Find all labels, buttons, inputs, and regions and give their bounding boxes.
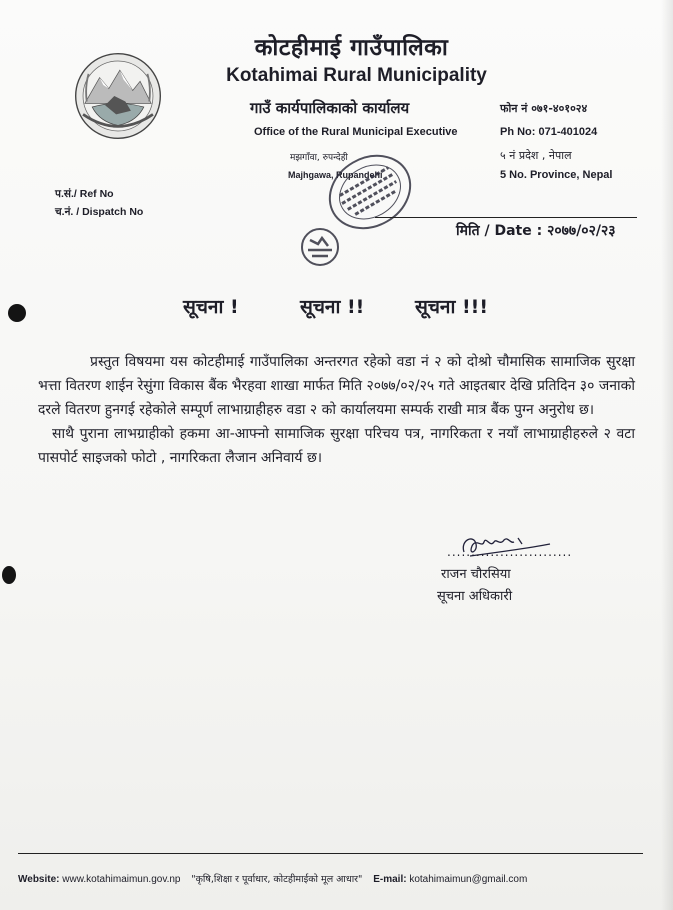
- signatory-title: सूचना अधिकारी: [437, 589, 513, 604]
- punch-hole: [2, 566, 16, 584]
- notice-body: [38, 350, 635, 470]
- notice-paragraph: साथै पुराना लाभग्राहीको हकमा आ-आफ्नो सामाजिक सुरक्षा परिचय पत्र, नागरिकता र नयाँ लाभाग्राहीहरुले २ वटा पासपोर्ट साइजको फोटो , नागरिकता लैजान अनिवार्य छ।: [38, 426, 635, 466]
- date-divider-line: [375, 217, 637, 218]
- phone-nepali: फोन नं ०७१-४०१०२४: [500, 102, 588, 115]
- notice-paragraph: प्रस्तुत विषयमा यस कोटहीमाई गाउँपालिका अन्तरगत रहेको वडा नं २ को दोश्रो चौमासिक सामाजिक सुरक्षा भत्ता वितरण शाईन रेसुंगा विकास बैंक भैरहवा शाखा मार्फत मिति २०७७/०२/२५ गते आइतबार देखि प्रतिदिन ३० जनाको दरले वितरण हुनगई रहेकोले सम्पूर्ण लाभाग्राहीहरु वडा २ को कार्यालयमा सम्पर्क राखी मात्र बैंक पुग्न अनुरोध छ।: [38, 354, 635, 418]
- signature-dotted-line: ..........................: [447, 545, 573, 559]
- email-label: E-mail:: [373, 874, 407, 885]
- footer-divider-line: [18, 853, 643, 854]
- website-label: Website:: [18, 874, 60, 885]
- municipality-name-english: Kotahimai Rural Municipality: [226, 65, 487, 86]
- address-english: Majhgawa, Rupandehi: [288, 170, 383, 180]
- municipality-name-nepali: कोटहीमाई गाउँपालिका: [254, 35, 449, 61]
- letter-date: मिति / Date : २०७७/०२/२३: [456, 223, 616, 239]
- address-nepali: मझगाँवा, रुपन्देही: [290, 153, 348, 163]
- footer: [18, 872, 658, 885]
- notice-heading-1: सूचना !: [183, 296, 239, 318]
- province-nepali: ५ नं प्रदेश , नेपाल: [500, 149, 572, 162]
- website-link[interactable]: www.kotahimaimun.gov.np: [62, 874, 181, 885]
- office-stamp: [290, 132, 420, 282]
- reference-number-label: प.सं./ Ref No: [55, 188, 114, 200]
- notice-heading-3: सूचना !!!: [415, 296, 488, 318]
- office-name-nepali: गाउँ कार्यपालिकाको कार्यालय: [250, 99, 410, 117]
- footer-slogan: "कृषि,शिक्षा र पूर्वाधार, कोटहीमाईको मूल आधार": [191, 874, 363, 885]
- email-link[interactable]: kotahimaimun@gmail.com: [409, 874, 528, 885]
- punch-hole: [8, 304, 26, 322]
- province-english: 5 No. Province, Nepal: [500, 169, 613, 181]
- phone-english: Ph No: 071-401024: [500, 126, 598, 138]
- signatory-name: राजन चौरसिया: [441, 567, 511, 582]
- office-name-english: Office of the Rural Municipal Executive: [254, 126, 458, 138]
- nepal-emblem-logo: [72, 50, 164, 142]
- paper-edge-shadow: [661, 0, 673, 910]
- dispatch-number-label: च.नं. / Dispatch No: [55, 206, 144, 218]
- notice-heading-2: सूचना !!: [300, 296, 365, 318]
